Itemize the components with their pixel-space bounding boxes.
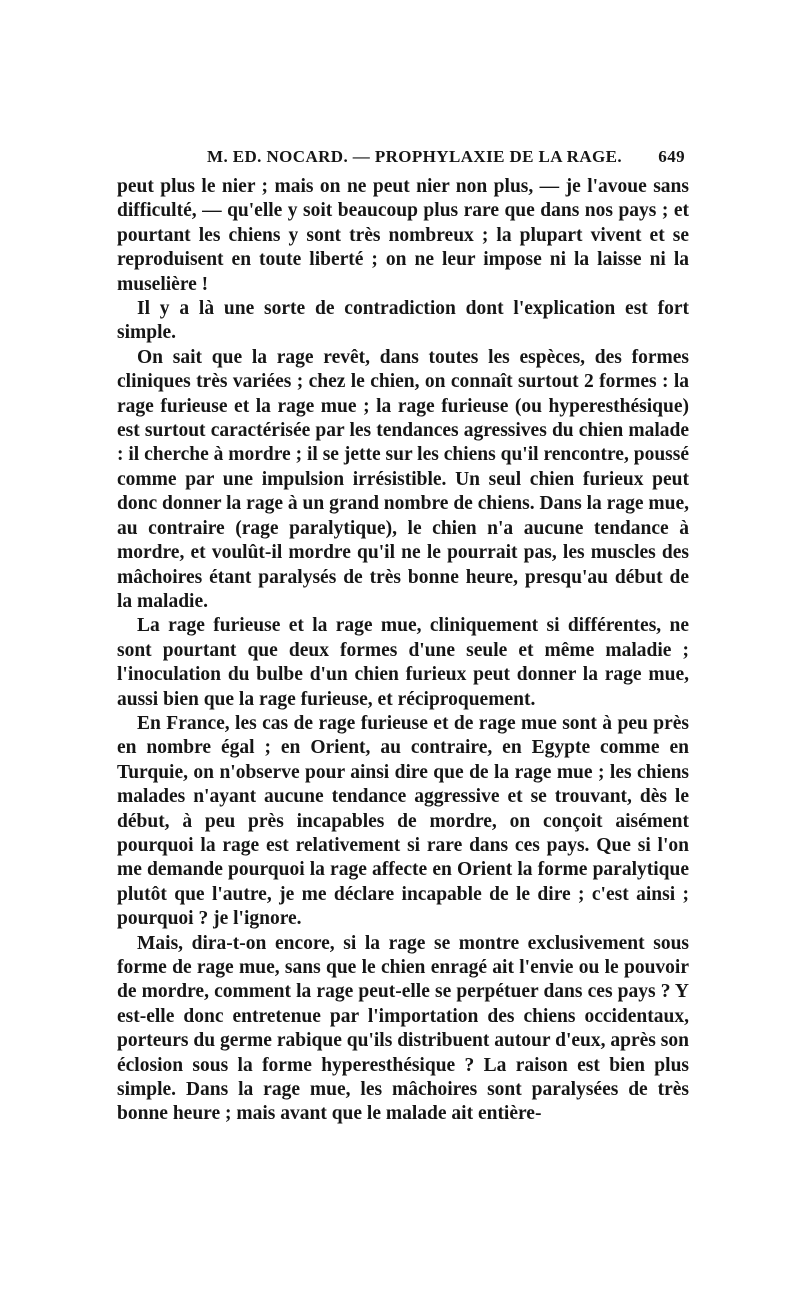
page-number: 649	[658, 147, 685, 166]
paragraph: peut plus le nier ; mais on ne peut nier non plus, — je l'avoue sans difficulté, — qu'elle y soit beaucoup plus rare que dans nos pays ; et pourtant les chiens y sont très nombreux ; la plupart vivent et se reproduisent en toute liberté ; on ne leur impose ni la laisse ni la muselière !	[117, 176, 689, 295]
paragraph: Il y a là une sorte de contradiction dont l'explication est fort simple.	[117, 298, 689, 344]
running-head	[117, 145, 689, 171]
running-title: M. ED. NOCARD. — PROPHYLAXIE DE LA RAGE.	[207, 147, 623, 166]
paragraph: Mais, dira-t-on encore, si la rage se montre exclusivement sous forme de rage mue, sans que le chien enragé ait l'envie ou le pouvoir de mordre, comment la rage peut-elle se perpétuer dans ces pays ? Y est-elle donc entretenue par l'importation des chiens occidentaux, porteurs du germe rabique qu'ils distribuent autour d'eux, après son éclosion sous la forme hyperesthésique ? La raison est bien plus simple. Dans la rage mue, les mâchoires sont paralysées de très bonne heure ; mais avant que le malade ait entière-	[117, 932, 689, 1125]
paragraph: On sait que la rage revêt, dans toutes les espèces, des formes cliniques très variées ; chez le chien, on connaît surtout 2 formes : la rage furieuse et la rage mue ; la rage furieuse (ou hyperesthésique) est surtout caractérisée par les tendances agressives du chien malade : il cherche à mordre ; il se jette sur les chiens qu'il rencontre, poussé comme par une impulsion irrésistible. Un seul chien furieux peut donc donner la rage à un grand nombre de chiens. Dans la rage mue, au contraire (rage paralytique), le chien n'a aucune tendance à mordre, et voulût-il mordre qu'il ne le pourrait pas, les muscles des mâchoires étant paralysés de très bonne heure, presqu'au début de la maladie.	[117, 346, 689, 612]
body-text	[117, 175, 689, 1127]
paragraph: En France, les cas de rage furieuse et de rage mue sont à peu près en nombre égal ; en Orient, au contraire, en Egypte comme en Turquie, on n'observe pour ainsi dire que de la rage mue ; les chiens malades n'ayant aucune tendance aggressive et se trouvant, dès le début, à peu près incapables de mordre, on conçoit aisément pourquoi la rage est relativement si rare dans ces pays. Que si l'on me demande pourquoi la rage affecte en Orient la forme paralytique plutôt que l'autre, je me déclare incapable de le dire ; c'est ainsi ; pourquoi ? je l'ignore.	[117, 712, 689, 930]
book-page	[117, 145, 689, 1127]
paragraph: La rage furieuse et la rage mue, cliniquement si différentes, ne sont pourtant que deux formes d'une seule et même maladie ; l'inoculation du bulbe d'un chien furieux peut donner la rage mue, aussi bien que la rage furieuse, et réciproquement.	[117, 615, 689, 710]
